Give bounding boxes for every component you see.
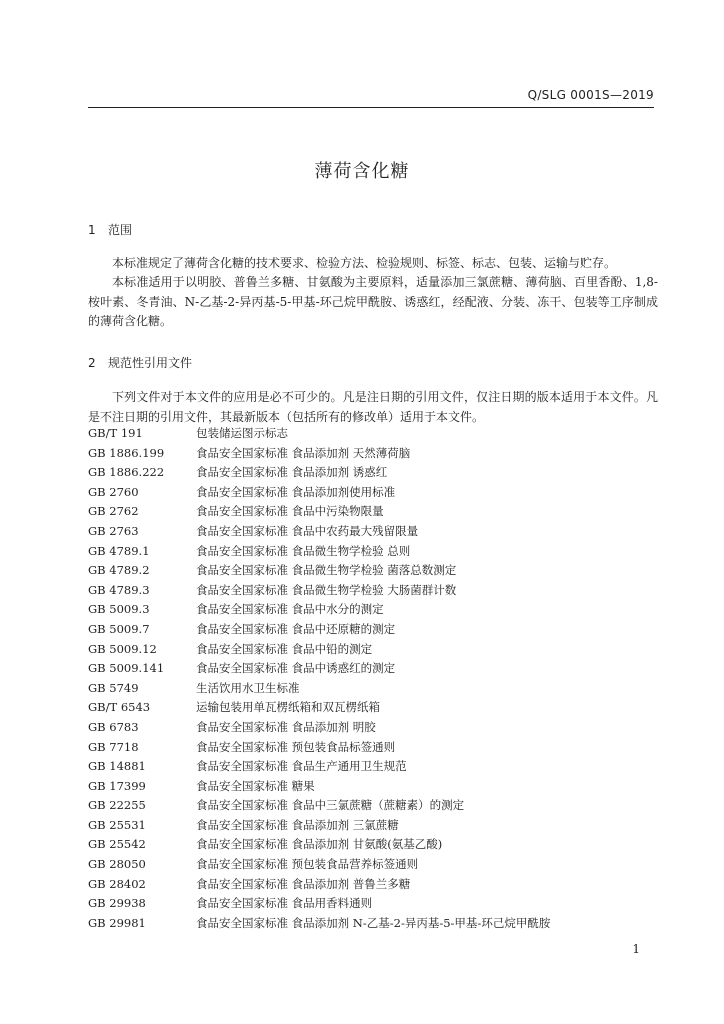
reference-row (88, 796, 658, 816)
reference-title: 食品安全国家标准 食品添加剂 普鲁兰多糖 (196, 876, 411, 891)
section-1-title: 范围 (108, 223, 133, 237)
reference-row (88, 502, 658, 522)
reference-code: GB 28402 (88, 876, 146, 891)
reference-code: GB 1886.199 (88, 445, 165, 460)
reference-title: 食品安全国家标准 食品中三氯蔗糖（蔗糖素）的测定 (196, 798, 465, 813)
reference-code: GB 5749 (88, 680, 139, 695)
reference-title: 食品安全国家标准 预包装食品营养标签通则 (196, 857, 419, 872)
reference-code: GB 7718 (88, 739, 139, 754)
reference-row (88, 816, 658, 836)
reference-title: 食品安全国家标准 糖果 (196, 778, 315, 793)
reference-code: GB 17399 (88, 778, 146, 793)
reference-row (88, 600, 658, 620)
reference-code: GB 28050 (88, 857, 146, 872)
reference-title: 食品安全国家标准 食品微生物学检验 大肠菌群计数 (196, 582, 457, 597)
reference-row (88, 914, 658, 934)
reference-row (88, 738, 658, 758)
reference-code: GB 29981 (88, 915, 146, 930)
reference-row (88, 698, 658, 718)
reference-row (88, 542, 658, 562)
reference-code: GB 1886.222 (88, 465, 165, 480)
reference-title: 食品安全国家标准 食品用香料通则 (196, 896, 373, 911)
reference-row (88, 894, 658, 914)
reference-title: 运输包装用单瓦楞纸箱和双瓦楞纸箱 (196, 700, 380, 715)
reference-title: 食品安全国家标准 食品添加剂 三氯蔗糖 (196, 817, 399, 832)
scope-paragraph-2: 本标准适用于以明胶、普鲁兰多糖、甘氨酸为主要原料，适量添加三氯蔗糖、薄荷脑、百里香酚、1,8-桉叶素、冬青油、N-乙基-2-异丙基-5-甲基-环己烷甲酰胺、诱惑红，经配液、分装、冻干、包装等工序制成的薄荷含化糖。 (88, 275, 658, 328)
reference-title: 食品安全国家标准 食品添加剂 天然薄荷脑 (196, 445, 411, 460)
references-intro: 下列文件对于本文件的应用是必不可少的。凡是注日期的引用文件，仅注日期的版本适用于本文件。凡是不注日期的引用文件，其最新版本（包括所有的修改单）适用于本文件。 (88, 390, 658, 424)
reference-title: 包装储运图示标志 (196, 426, 288, 440)
reference-code: GB 2763 (88, 523, 139, 538)
reference-row (88, 522, 658, 542)
reference-code: GB/T 191 (88, 426, 143, 440)
reference-row (88, 757, 658, 777)
reference-row (88, 718, 658, 738)
reference-title: 食品安全国家标准 食品添加剂使用标准 (196, 484, 396, 499)
reference-code: GB 5009.7 (88, 621, 150, 636)
reference-code: GB 22255 (88, 798, 146, 813)
section-2-number: 2 (88, 356, 96, 370)
page-number: 1 (632, 942, 640, 956)
standard-code: Q/SLG 0001S—2019 (527, 88, 654, 102)
header-rule (88, 107, 654, 108)
reference-code: GB 6783 (88, 719, 139, 734)
reference-row (88, 875, 658, 895)
reference-row (88, 855, 658, 875)
reference-title: 食品安全国家标准 预包装食品标签通则 (196, 739, 396, 754)
reference-code: GB 14881 (88, 759, 146, 774)
reference-code: GB/T 6543 (88, 700, 151, 715)
reference-code: GB 25542 (88, 837, 146, 852)
reference-row (88, 659, 658, 679)
reference-title: 食品安全国家标准 食品生产通用卫生规范 (196, 759, 407, 774)
reference-row (88, 483, 658, 503)
reference-code: GB 2760 (88, 484, 139, 499)
reference-code: GB 5009.3 (88, 602, 150, 617)
reference-title: 食品安全国家标准 食品微生物学检验 总则 (196, 543, 411, 558)
reference-row (88, 835, 658, 855)
reference-code: GB 4789.2 (88, 563, 150, 578)
reference-row (88, 581, 658, 601)
reference-title: 食品安全国家标准 食品添加剂 诱惑红 (196, 465, 388, 480)
reference-row (88, 777, 658, 797)
reference-list (88, 424, 658, 933)
reference-code: GB 2762 (88, 504, 139, 519)
section-2-title: 规范性引用文件 (108, 356, 193, 370)
reference-title: 食品安全国家标准 食品中诱惑红的测定 (196, 661, 396, 676)
reference-title: 食品安全国家标准 食品添加剂 明胶 (196, 719, 376, 734)
reference-code: GB 25531 (88, 817, 146, 832)
reference-title: 食品安全国家标准 食品中污染物限量 (196, 504, 384, 519)
reference-row (88, 424, 658, 444)
section-2-heading (88, 354, 192, 371)
reference-row (88, 640, 658, 660)
reference-code: GB 29938 (88, 896, 146, 911)
reference-title: 生活饮用水卫生标准 (196, 680, 300, 695)
reference-code: GB 4789.1 (88, 543, 150, 558)
reference-code: GB 4789.3 (88, 582, 150, 597)
document-title: 薄荷含化糖 (314, 161, 410, 182)
reference-title: 食品安全国家标准 食品中铅的测定 (196, 641, 373, 656)
reference-title: 食品安全国家标准 食品中水分的测定 (196, 602, 384, 617)
reference-title: 食品安全国家标准 食品中还原糖的测定 (196, 621, 396, 636)
reference-row (88, 620, 658, 640)
reference-row (88, 463, 658, 483)
reference-code: GB 5009.12 (88, 641, 157, 656)
section-1-heading (88, 221, 132, 238)
reference-row (88, 561, 658, 581)
section-1-number: 1 (88, 223, 96, 237)
reference-code: GB 5009.141 (88, 661, 165, 676)
reference-row (88, 679, 658, 699)
scope-paragraph-1: 本标准规定了薄荷含化糖的技术要求、检验方法、检验规则、标签、标志、包装、运输与贮存。 (112, 256, 617, 270)
reference-title: 食品安全国家标准 食品添加剂 甘氨酸(氨基乙酸) (196, 837, 443, 852)
reference-title: 食品安全国家标准 食品微生物学检验 菌落总数测定 (196, 563, 457, 578)
reference-title: 食品安全国家标准 食品添加剂 N-乙基-2-异丙基-5-甲基-环己烷甲酰胺 (196, 915, 551, 930)
reference-row (88, 444, 658, 464)
reference-title: 食品安全国家标准 食品中农药最大残留限量 (196, 523, 419, 538)
